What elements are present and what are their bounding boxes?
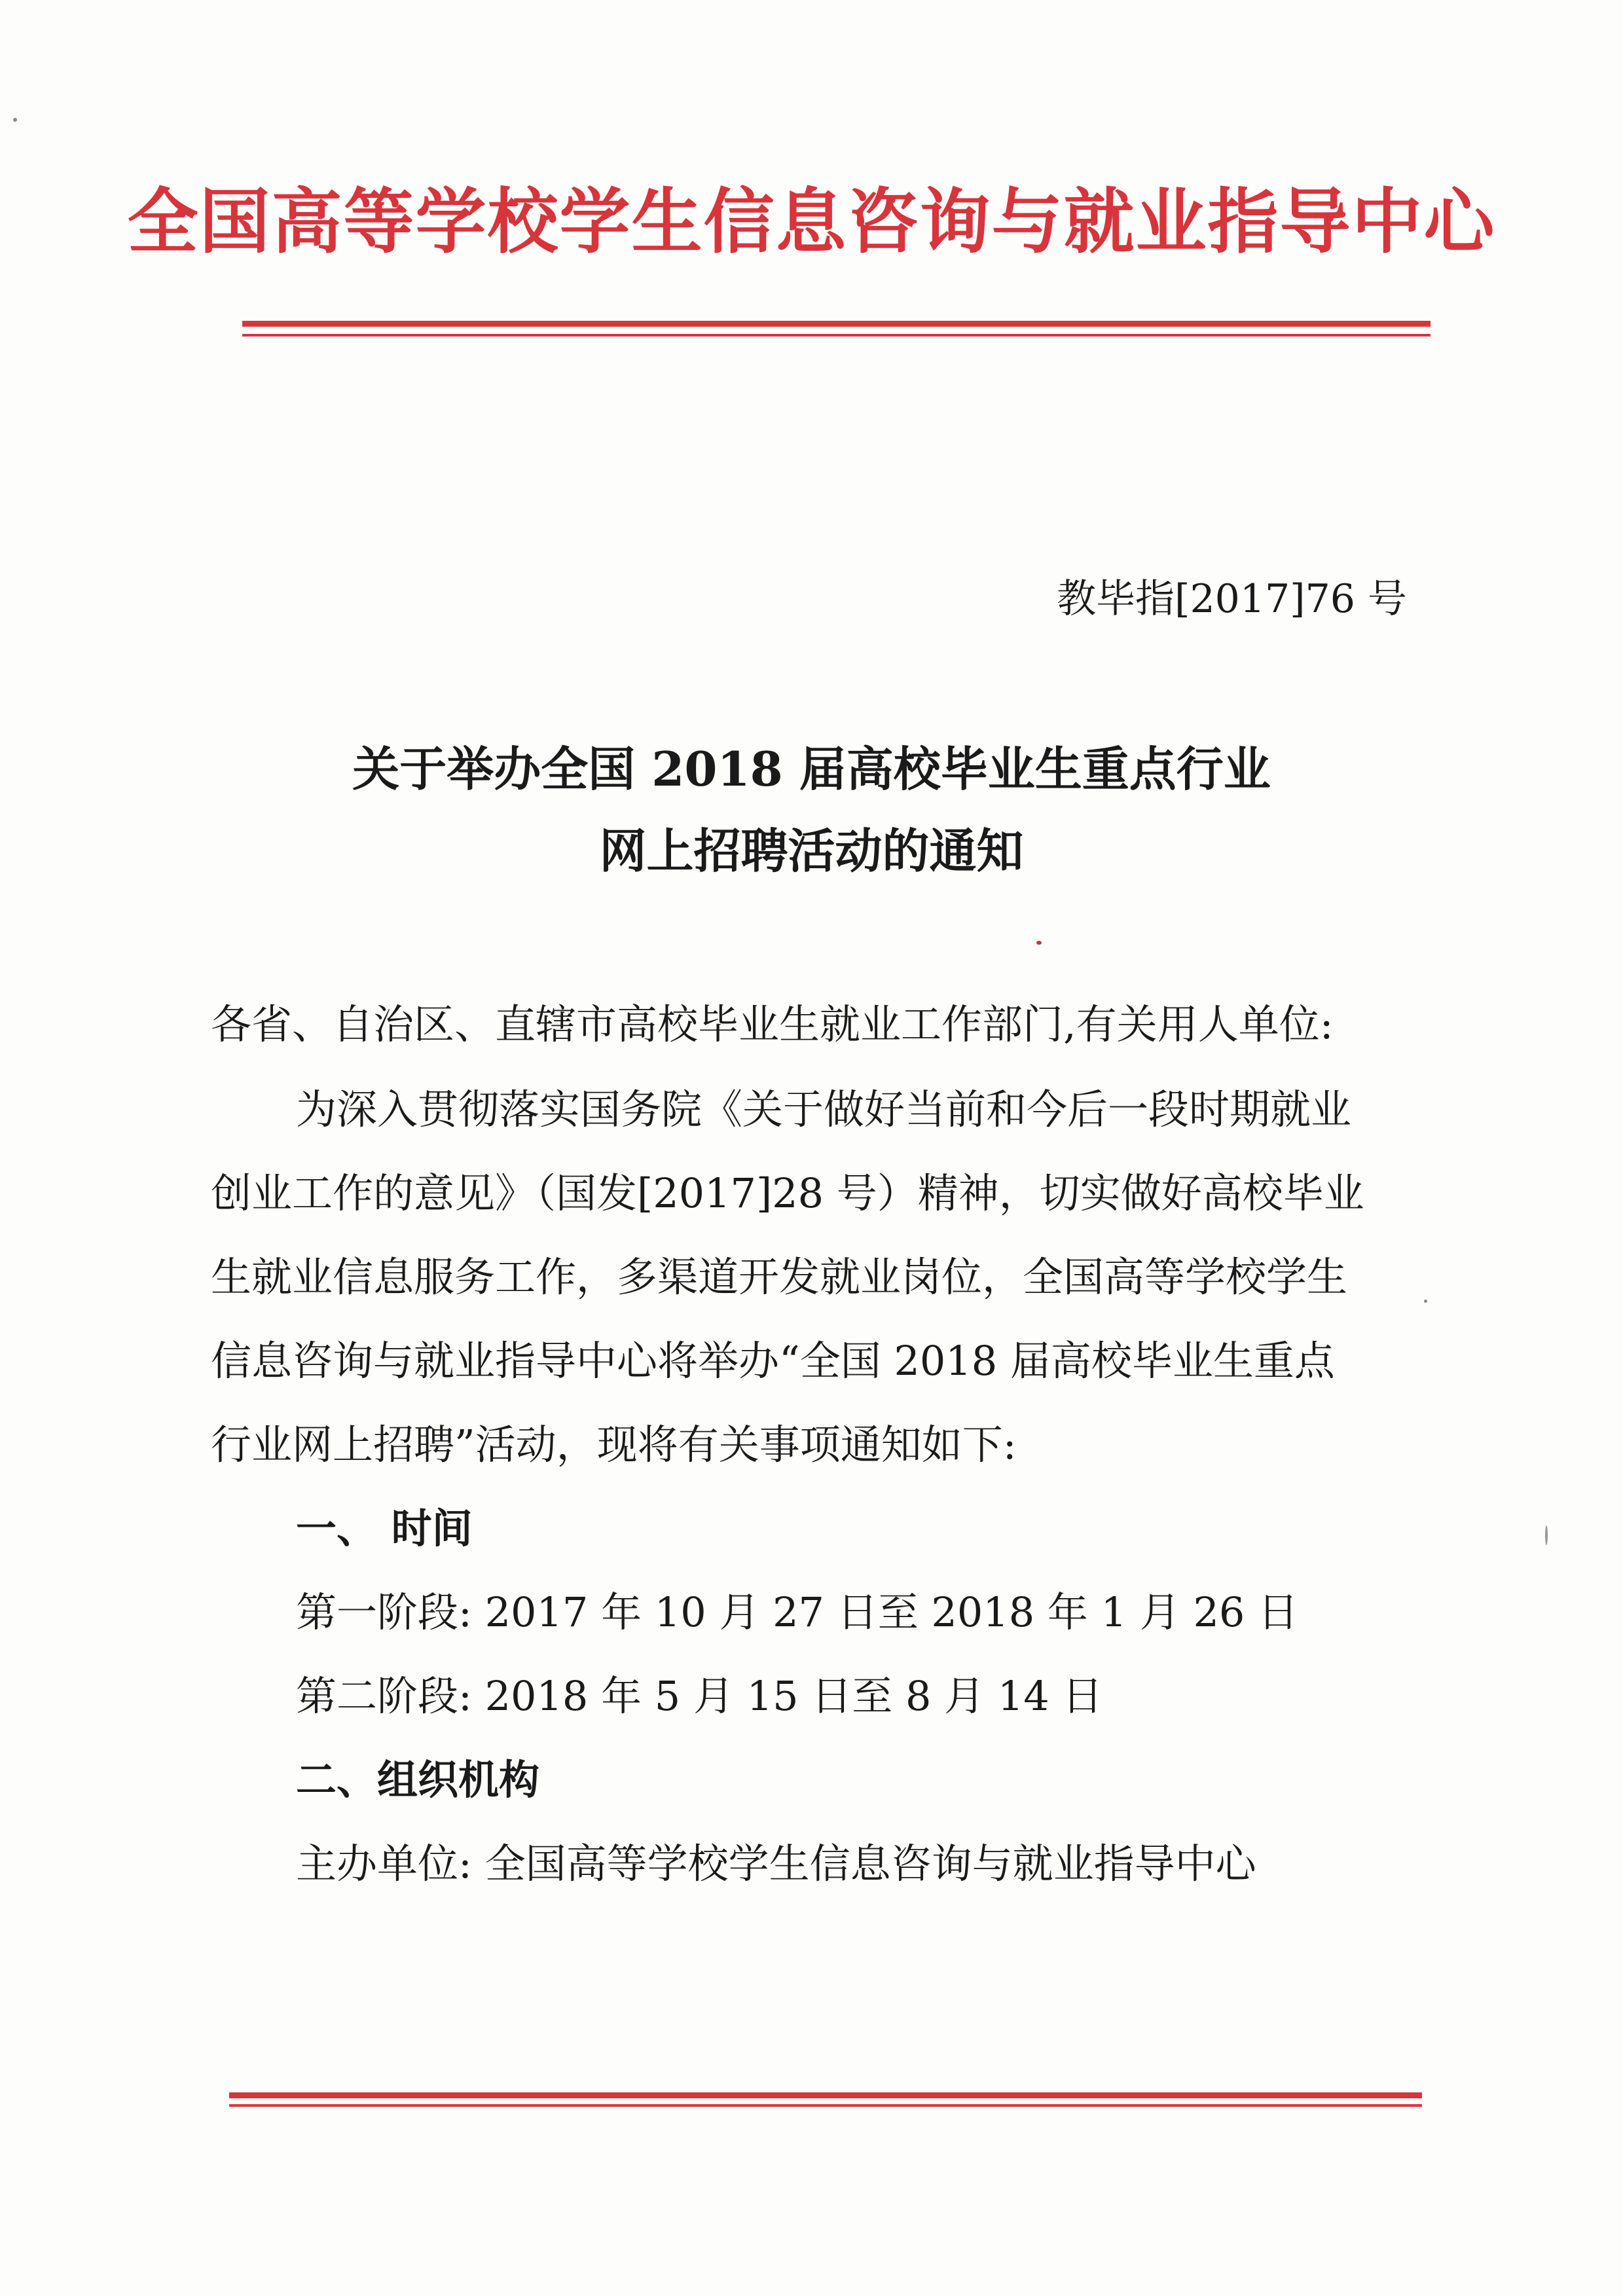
salutation: 各省、自治区、直辖市高校毕业生就业工作部门,有关用人单位:	[211, 1000, 1334, 1048]
letterhead-rule-thick	[242, 321, 1431, 327]
stage-two-dates: 第二阶段: 2018 年 5 月 15 日至 8 月 14 日	[296, 1672, 1103, 1720]
scan-speck	[1545, 1525, 1548, 1545]
paragraph-line: 创业工作的意见》（国发[2017]28 号）精神，切实做好高校毕业	[211, 1169, 1364, 1217]
scan-speck	[1424, 1300, 1427, 1303]
paragraph-line: 行业网上招聘”活动，现将有关事项通知如下:	[211, 1421, 1017, 1468]
organizer-line: 主办单位: 全国高等学校学生信息咨询与就业指导中心	[296, 1840, 1256, 1887]
document-title-line-1: 关于举办全国 2018 届高校毕业生重点行业	[352, 741, 1271, 797]
scan-speck	[13, 118, 17, 122]
letterhead-rule-thin	[242, 334, 1431, 337]
document-title-line-2: 网上招聘活动的通知	[599, 823, 1024, 879]
paragraph-line: 生就业信息服务工作，多渠道开发就业岗位，全国高等学校学生	[211, 1253, 1348, 1301]
footer-rule-thick	[229, 2092, 1422, 2098]
section-heading-time: 一、 时间	[296, 1504, 473, 1552]
scan-speck	[1036, 941, 1042, 945]
letterhead-title: 全国高等学校学生信息咨询与就业指导中心	[127, 181, 1496, 263]
stage-one-dates: 第一阶段: 2017 年 10 月 27 日至 2018 年 1 月 26 日	[296, 1588, 1299, 1636]
footer-rule-thin	[229, 2104, 1422, 2107]
paragraph-line: 信息咨询与就业指导中心将举办“全国 2018 届高校毕业生重点	[211, 1337, 1335, 1385]
section-heading-organization: 二、组织机构	[296, 1756, 540, 1804]
document-number: 教毕指[2017]76 号	[1057, 576, 1407, 622]
paragraph-line: 为深入贯彻落实国务院《关于做好当前和今后一段时期就业	[296, 1085, 1352, 1133]
